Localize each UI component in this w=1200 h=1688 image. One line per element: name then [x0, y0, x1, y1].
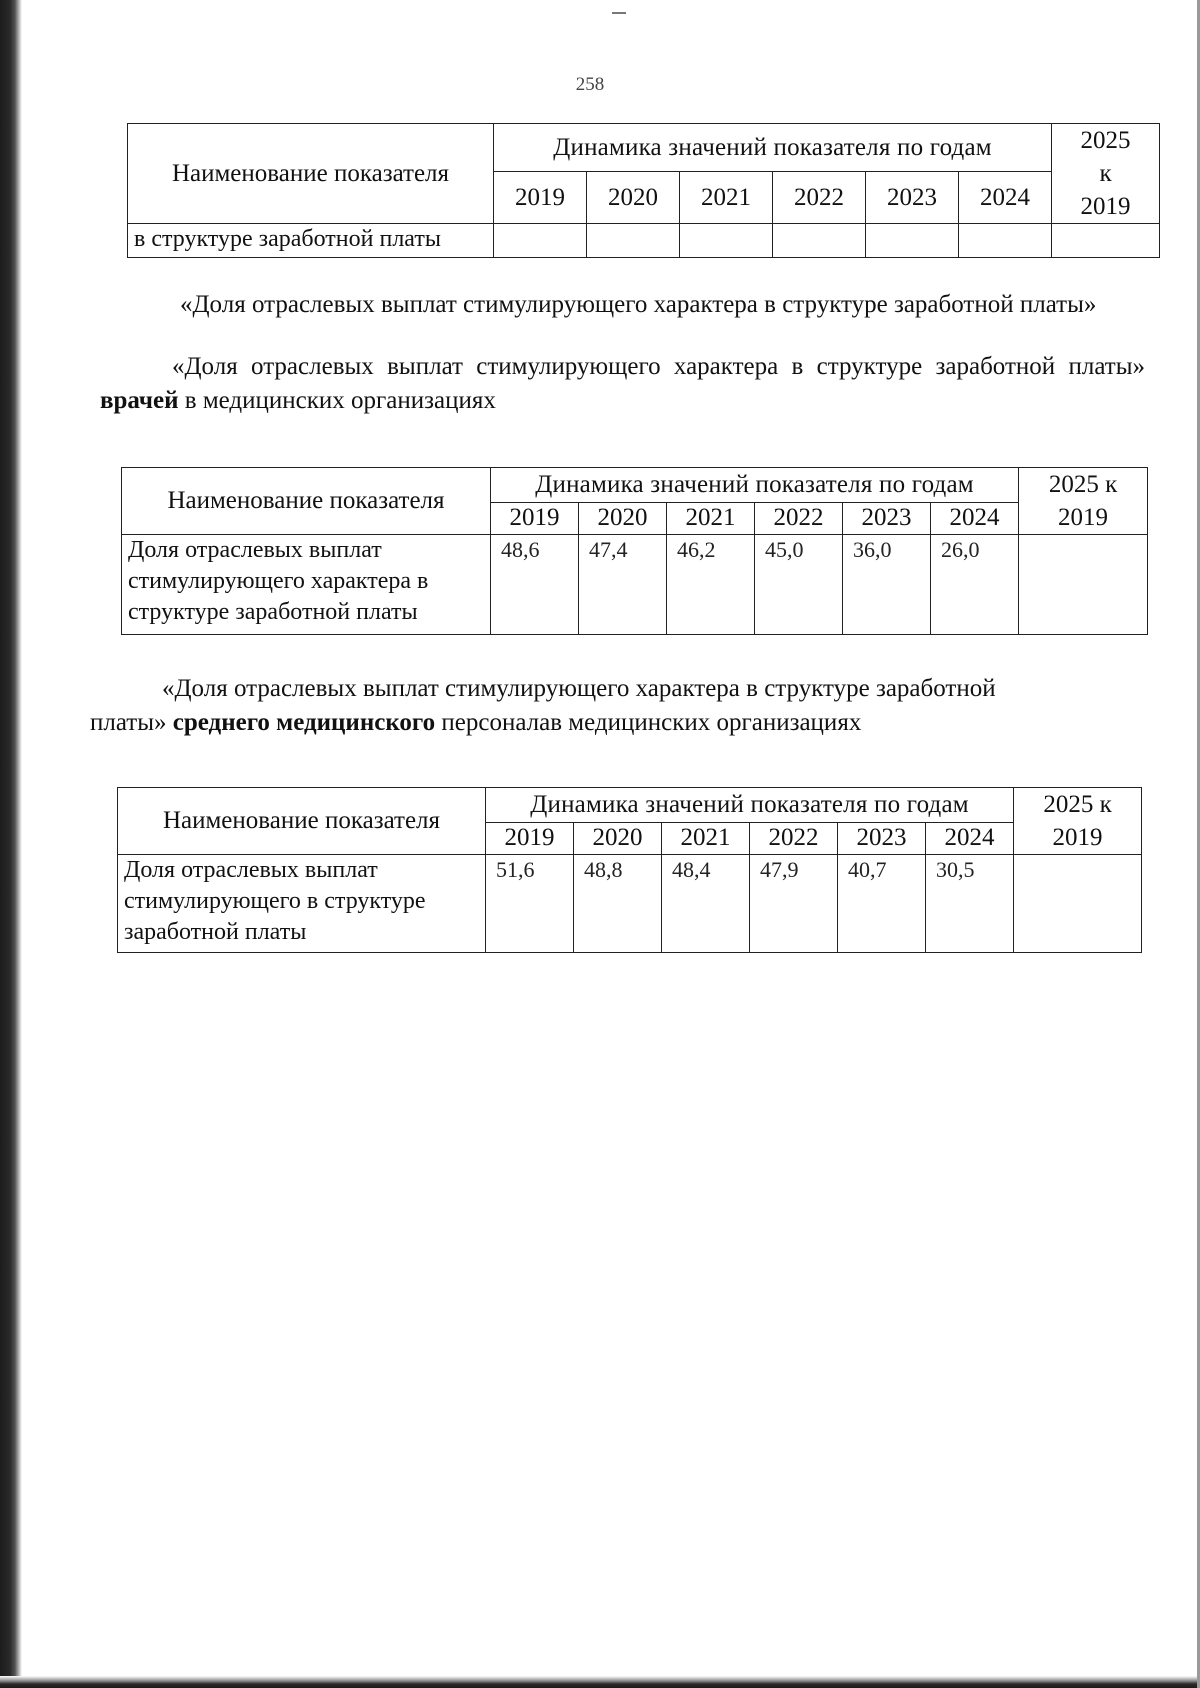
year-header: 2023	[866, 172, 959, 224]
table-cell: 26,0	[931, 535, 1019, 635]
table-cell: 40,7	[838, 855, 926, 953]
table-cell	[959, 224, 1052, 258]
paragraph-text: персоналав медицинских организациях	[441, 709, 862, 736]
year-header: 2023	[838, 822, 926, 855]
table-cell: 48,8	[574, 855, 662, 953]
year-header: 2020	[587, 172, 680, 224]
year-header: 2022	[773, 172, 866, 224]
table-cell: 45,0	[755, 535, 843, 635]
header-line: к	[1099, 160, 1112, 187]
column-header-dynamics: Динамика значений показателя по годам	[491, 468, 1019, 503]
paragraph-bold-text: среднего медицинского	[172, 709, 436, 736]
column-header-dynamics: Динамика значений показателя по годам	[486, 788, 1014, 823]
year-header: 2024	[959, 172, 1052, 224]
table-cell: 36,0	[843, 535, 931, 635]
year-header: 2024	[926, 822, 1014, 855]
section-heading-nurses	[90, 672, 1050, 740]
year-header: 2021	[662, 822, 750, 855]
indicator-table-doctors	[121, 467, 1148, 635]
table-row-name: Доля отраслевых выплат стимулирующего в структуре заработной платы	[118, 855, 486, 953]
table-cell	[680, 224, 773, 258]
column-header-2025-vs-2019	[1052, 124, 1160, 224]
table-cell	[1052, 224, 1160, 258]
year-header: 2020	[574, 822, 662, 855]
table-row-name: в структуре заработной платы	[128, 224, 494, 258]
year-header: 2024	[931, 502, 1019, 535]
table-cell	[1019, 535, 1148, 635]
table-cell: 48,6	[491, 535, 579, 635]
paragraph-text: «Доля отраслевых выплат стимулирующего характера в структуре заработной платы»	[172, 353, 1145, 380]
table-cell	[494, 224, 587, 258]
column-header-indicator-name: Наименование показателя	[128, 124, 494, 224]
table-cell	[866, 224, 959, 258]
column-header-indicator-name: Наименование показателя	[122, 468, 491, 535]
page-number: 258	[575, 74, 605, 95]
year-header: 2019	[486, 822, 574, 855]
scan-bottom-edge	[0, 1676, 1200, 1688]
table-row-name: Доля отраслевых выплат стимулирующего характера в структуре заработной платы	[122, 535, 491, 635]
year-header: 2022	[755, 502, 843, 535]
scan-mark	[612, 12, 626, 14]
column-header-2025-vs-2019: 2025 к 2019	[1014, 788, 1142, 855]
column-header-dynamics: Динамика значений показателя по годам	[494, 124, 1052, 172]
table-cell	[587, 224, 680, 258]
table-cell: 30,5	[926, 855, 1014, 953]
paragraph-bold-text: врачей	[100, 387, 179, 414]
paragraph-text: «Доля отраслевых выплат стимулирующего характера в структуре заработной платы»	[90, 675, 996, 736]
table-cell: 46,2	[667, 535, 755, 635]
year-header: 2021	[680, 172, 773, 224]
column-header-2025-vs-2019: 2025 к 2019	[1019, 468, 1148, 535]
indicator-table-nurses	[117, 787, 1142, 953]
year-header: 2020	[579, 502, 667, 535]
table-cell: 51,6	[486, 855, 574, 953]
section-heading-doctors	[100, 350, 1145, 418]
table-cell: 48,4	[662, 855, 750, 953]
year-header: 2021	[667, 502, 755, 535]
table-cell	[1014, 855, 1142, 953]
table-cell	[773, 224, 866, 258]
year-header: 2019	[491, 502, 579, 535]
year-header: 2022	[750, 822, 838, 855]
header-line: 2019	[1080, 193, 1131, 220]
section-heading-paragraph: «Доля отраслевых выплат стимулирующего характера в структуре заработной платы»	[180, 291, 1097, 318]
paragraph-text: в медицинских организациях	[184, 387, 496, 414]
year-header: 2019	[494, 172, 587, 224]
column-header-indicator-name: Наименование показателя	[118, 788, 486, 855]
table-cell: 47,4	[579, 535, 667, 635]
table-cell: 47,9	[750, 855, 838, 953]
year-header: 2023	[843, 502, 931, 535]
header-line: 2025	[1080, 127, 1131, 154]
scan-left-edge	[0, 0, 22, 1688]
indicator-table-continuation	[127, 123, 1160, 258]
